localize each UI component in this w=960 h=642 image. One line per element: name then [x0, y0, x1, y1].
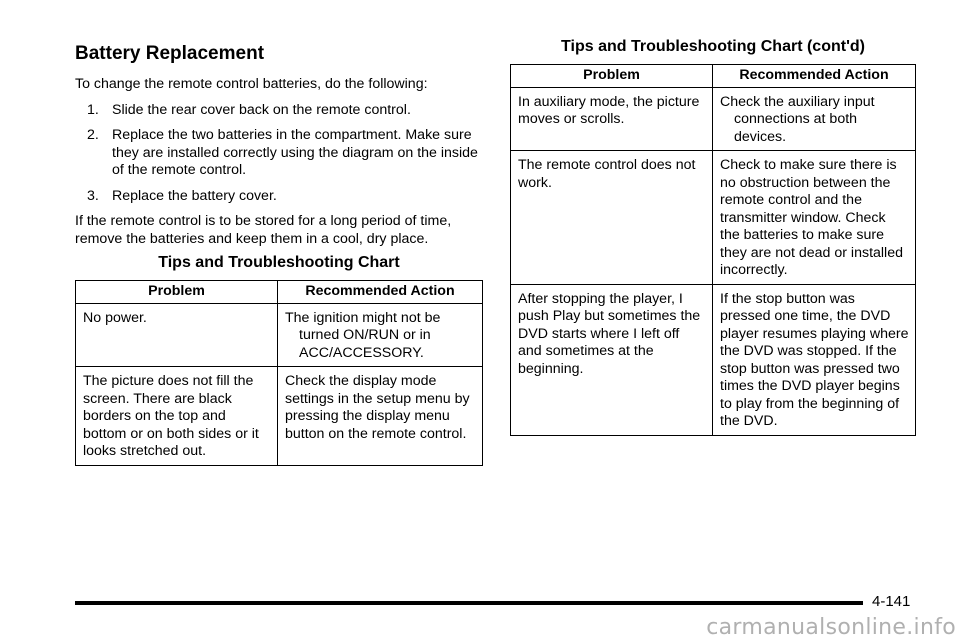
battery-storage-note: If the remote control is to be stored for a long period of time, remove the batteries and keep them in a cool, dry place. — [75, 213, 452, 247]
right-column — [510, 36, 916, 436]
step-text: Slide the rear cover back on the remote control. — [112, 101, 411, 118]
column-header-action: Recommended Action — [278, 281, 483, 304]
table-row — [511, 87, 916, 151]
action-cell: Check to make sure there is no obstruction between the remote control and the transmitter window. Check the batteries to make sure they are not dead or installed incorrectly. — [713, 151, 916, 285]
battery-step — [75, 127, 483, 180]
problem-cell: No power. — [76, 303, 278, 367]
watermark: carmanualsonline.info — [706, 615, 956, 640]
battery-steps-list — [75, 102, 483, 206]
table-row — [511, 284, 916, 435]
troubleshooting-table — [75, 280, 483, 466]
action-text: The ignition might not be turned ON/RUN or in ACC/ACCESSORY. — [285, 309, 441, 361]
table-row — [76, 367, 483, 466]
column-header-action: Recommended Action — [713, 65, 916, 88]
footer-rule — [75, 601, 863, 605]
step-number: 2. — [87, 127, 99, 143]
action-text: Check the auxiliary input connections at both devices. — [720, 93, 875, 145]
problem-cell: The picture does not fill the screen. There are black borders on the top and bottom or on both sides or it looks stretched out. — [76, 367, 278, 466]
battery-step — [75, 188, 483, 206]
battery-step — [75, 102, 483, 120]
column-header-problem: Problem — [511, 65, 713, 88]
action-cell — [278, 303, 483, 367]
troubleshooting-table-continued — [510, 64, 916, 436]
step-text: Replace the battery cover. — [112, 187, 277, 204]
page-number: 4-141 — [872, 593, 911, 610]
chart1-title: Tips and Troubleshooting Chart — [158, 254, 400, 271]
column-header-problem: Problem — [76, 281, 278, 304]
chart2-title: Tips and Troubleshooting Chart (cont'd) — [561, 38, 865, 55]
action-cell — [713, 87, 916, 151]
step-text: Replace the two batteries in the compartment. Make sure they are installed correctly using the diagram on the inside of the remote control. — [112, 127, 478, 178]
table-row — [511, 151, 916, 285]
problem-cell: After stopping the player, I push Play but sometimes the DVD starts where I left off and sometimes at the beginning. — [511, 284, 713, 435]
battery-intro: To change the remote control batteries, do the following: — [75, 76, 428, 92]
left-column — [75, 40, 483, 466]
action-cell: Check the display mode settings in the setup menu by pressing the display menu button on the remote control. — [278, 367, 483, 466]
table-header-row — [76, 281, 483, 304]
battery-replacement-heading: Battery Replacement — [75, 43, 265, 64]
step-number: 3. — [87, 187, 99, 204]
action-cell: If the stop button was pressed one time, the DVD player resumes playing where the DVD was stopped. If the stop button was pressed two times the DVD player begins to play from the beginning of the DVD. — [713, 284, 916, 435]
table-header-row — [511, 65, 916, 88]
step-number: 1. — [87, 101, 99, 118]
problem-text: The remote control does not work. — [518, 157, 696, 191]
problem-cell: In auxiliary mode, the picture moves or scrolls. — [511, 87, 713, 151]
problem-cell — [511, 151, 713, 285]
table-row — [76, 303, 483, 367]
